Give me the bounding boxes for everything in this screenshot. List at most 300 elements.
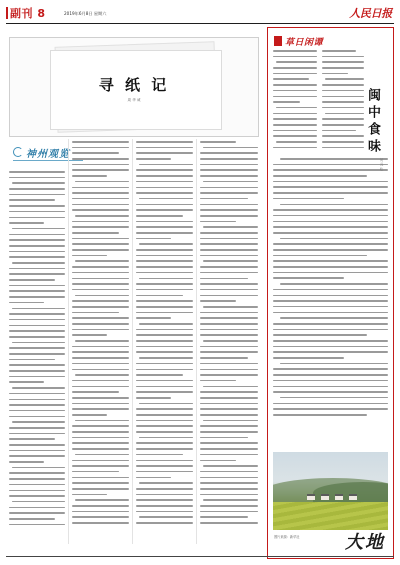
text-line <box>273 277 344 279</box>
photo-field <box>273 502 388 530</box>
text-line <box>72 334 107 336</box>
text-line <box>72 300 129 302</box>
text-line <box>139 482 193 484</box>
text-line <box>200 425 258 427</box>
column-divider <box>196 139 197 544</box>
text-line <box>136 260 193 262</box>
text-line <box>12 421 65 423</box>
text-line <box>136 386 193 388</box>
text-line <box>273 340 388 342</box>
text-line <box>273 351 388 353</box>
text-line <box>200 511 258 513</box>
text-line <box>72 346 129 348</box>
text-line <box>136 499 193 501</box>
text-line <box>200 522 258 524</box>
text-line <box>136 255 193 257</box>
text-line <box>200 414 258 416</box>
text-line <box>12 308 65 310</box>
text-line <box>72 460 129 462</box>
text-line <box>273 67 317 69</box>
text-line <box>9 302 44 304</box>
text-line <box>136 363 193 365</box>
text-line <box>280 397 388 399</box>
text-line <box>273 295 388 297</box>
right-text-column-2 <box>322 50 364 152</box>
text-line <box>273 329 388 331</box>
text-line <box>273 368 388 370</box>
text-line <box>136 505 193 507</box>
text-line <box>72 482 129 484</box>
text-line <box>72 357 129 359</box>
text-line <box>322 107 364 109</box>
text-line <box>9 177 65 179</box>
text-line <box>72 329 129 331</box>
text-line <box>322 96 364 98</box>
text-line <box>9 416 65 418</box>
text-line <box>273 374 388 376</box>
text-line <box>200 357 248 359</box>
text-line <box>72 306 129 308</box>
main-article-area <box>6 27 262 547</box>
text-line <box>72 187 129 189</box>
text-line <box>322 56 364 58</box>
text-line <box>9 381 44 383</box>
text-line <box>203 465 258 467</box>
text-line <box>136 312 193 314</box>
text-line <box>200 442 258 444</box>
text-column-1 <box>9 171 65 529</box>
text-line <box>12 501 65 503</box>
column-divider <box>132 139 133 544</box>
text-line <box>203 226 258 228</box>
text-line <box>75 499 129 501</box>
text-line <box>203 420 258 422</box>
text-line <box>276 107 317 109</box>
text-line <box>9 484 65 486</box>
text-line <box>9 188 65 190</box>
text-line <box>273 243 388 245</box>
text-line <box>72 488 129 490</box>
text-line <box>273 175 367 177</box>
text-line <box>200 278 248 280</box>
text-line <box>9 251 65 253</box>
text-line <box>200 312 258 314</box>
text-line <box>9 325 65 327</box>
text-line <box>136 175 193 177</box>
text-line <box>200 272 258 274</box>
text-line <box>9 217 65 219</box>
text-line <box>200 232 258 234</box>
text-line <box>200 204 258 206</box>
text-line <box>9 461 44 463</box>
text-line <box>136 425 193 427</box>
text-line <box>72 391 119 393</box>
text-line <box>136 141 193 143</box>
text-line <box>136 420 193 422</box>
text-line <box>273 226 388 228</box>
text-line <box>9 433 65 435</box>
text-line <box>72 477 129 479</box>
text-line <box>136 369 193 371</box>
text-line <box>139 516 193 518</box>
text-line <box>200 403 258 405</box>
text-line <box>12 182 65 184</box>
text-line <box>200 374 258 376</box>
text-line <box>72 278 129 280</box>
text-line <box>72 397 129 399</box>
text-line <box>136 448 193 450</box>
text-line <box>9 285 65 287</box>
text-line <box>72 386 129 388</box>
text-line <box>72 351 129 353</box>
photo-house <box>349 494 357 500</box>
text-line <box>136 215 183 217</box>
text-line <box>75 295 129 297</box>
text-line <box>200 192 258 194</box>
text-line <box>139 357 193 359</box>
text-line <box>200 363 258 365</box>
photo-house <box>307 494 315 500</box>
masthead <box>6 4 394 24</box>
text-line <box>9 490 65 492</box>
seal-icon <box>274 36 282 46</box>
text-line <box>200 477 258 479</box>
text-line <box>136 374 183 376</box>
text-line <box>75 215 129 217</box>
text-line <box>72 511 129 513</box>
text-line <box>200 158 258 160</box>
text-line <box>72 152 119 154</box>
text-line <box>200 323 258 325</box>
text-line <box>203 386 258 388</box>
text-line <box>200 437 248 439</box>
text-line <box>9 478 65 480</box>
text-line <box>9 279 55 281</box>
text-line <box>280 204 388 206</box>
text-line <box>9 364 65 366</box>
text-line <box>203 499 258 501</box>
right-article-title: 闽中食味 <box>365 88 380 156</box>
text-line <box>9 290 65 292</box>
photo-house <box>335 494 343 500</box>
column-tag-swirl-icon <box>13 147 23 157</box>
text-line <box>322 101 364 103</box>
text-line <box>200 448 258 450</box>
text-line <box>136 511 193 513</box>
text-line <box>136 380 193 382</box>
text-line <box>72 380 129 382</box>
text-line <box>72 192 129 194</box>
text-line <box>9 211 65 213</box>
text-line <box>273 306 388 308</box>
text-line <box>75 181 129 183</box>
right-column-head-label: 草日闲谭 <box>285 37 324 48</box>
text-line <box>9 268 65 270</box>
text-line <box>273 266 388 268</box>
text-line <box>9 472 65 474</box>
text-line <box>136 397 171 399</box>
text-column-4 <box>200 141 258 528</box>
text-line <box>72 209 129 211</box>
text-line <box>273 403 388 405</box>
text-line <box>9 495 65 497</box>
text-line <box>200 249 258 251</box>
text-line <box>72 175 107 177</box>
text-line <box>273 312 388 314</box>
text-line <box>9 256 65 258</box>
text-line <box>200 266 258 268</box>
article-title: 寻 纸 记 <box>98 76 170 94</box>
text-line <box>9 239 65 241</box>
text-line <box>9 347 65 349</box>
text-line <box>273 408 388 410</box>
text-line <box>136 442 193 444</box>
supplement-brand: 大地 <box>345 532 385 553</box>
text-line <box>72 437 129 439</box>
photo-hill <box>313 482 388 504</box>
text-line <box>72 289 129 291</box>
text-line <box>72 238 129 240</box>
text-line <box>9 393 65 395</box>
text-line <box>200 169 258 171</box>
text-line <box>273 380 388 382</box>
text-line <box>280 363 388 365</box>
column-tag-label: 神州观览 <box>26 148 70 160</box>
right-text-column-3 <box>273 158 388 420</box>
text-line <box>72 431 129 433</box>
text-line <box>200 198 248 200</box>
text-line <box>72 369 129 371</box>
text-line <box>72 312 119 314</box>
text-line <box>203 147 258 149</box>
text-line <box>325 78 364 80</box>
text-line <box>200 408 258 410</box>
text-line <box>136 317 171 319</box>
text-line <box>72 147 129 149</box>
text-line <box>72 465 129 467</box>
text-line <box>72 403 129 405</box>
photo-house <box>321 494 329 500</box>
text-line <box>136 522 193 524</box>
text-line <box>200 289 258 291</box>
text-line <box>200 334 258 336</box>
text-line <box>72 243 129 245</box>
text-line <box>9 222 44 224</box>
text-line <box>9 194 65 196</box>
page-label-text: 副刊 8 <box>10 7 46 20</box>
landscape-photo <box>273 452 388 530</box>
text-line <box>9 330 65 332</box>
text-line <box>136 147 193 149</box>
text-line <box>200 317 258 319</box>
text-line <box>9 399 65 401</box>
text-line <box>273 169 388 171</box>
text-line <box>136 238 171 240</box>
text-line <box>273 334 367 336</box>
text-line <box>136 152 193 154</box>
text-line <box>72 141 129 143</box>
text-line <box>322 90 364 92</box>
text-line <box>273 118 317 120</box>
text-line <box>203 260 258 262</box>
right-title-wrap <box>363 88 385 156</box>
text-line <box>273 135 317 137</box>
text-line <box>72 232 119 234</box>
text-line <box>200 516 248 518</box>
text-line <box>200 152 258 154</box>
text-line <box>136 192 193 194</box>
text-line <box>273 186 388 188</box>
text-line <box>9 234 65 236</box>
column-divider <box>68 139 69 544</box>
text-line <box>273 192 388 194</box>
text-line <box>273 289 388 291</box>
text-line <box>9 376 65 378</box>
text-line <box>136 181 193 183</box>
text-line <box>200 175 258 177</box>
issue-date: 2019年6月8日 星期六 <box>64 11 107 16</box>
text-line <box>136 454 183 456</box>
text-line <box>136 266 193 268</box>
text-line <box>72 266 129 268</box>
text-line <box>273 56 317 58</box>
text-line <box>200 431 258 433</box>
text-line <box>322 124 364 126</box>
text-line <box>273 215 388 217</box>
text-line <box>12 262 65 264</box>
article-header-card <box>9 37 259 137</box>
text-line <box>273 300 388 302</box>
text-line <box>273 346 388 348</box>
text-line <box>273 391 388 393</box>
text-line <box>203 306 258 308</box>
text-line <box>322 50 356 52</box>
text-line <box>200 391 258 393</box>
text-line <box>200 397 258 399</box>
text-line <box>72 169 129 171</box>
text-line <box>273 198 344 200</box>
text-line <box>136 187 193 189</box>
text-line <box>9 245 65 247</box>
text-line <box>200 215 258 217</box>
text-line <box>72 494 107 496</box>
text-line <box>9 205 65 207</box>
text-line <box>72 272 129 274</box>
text-line <box>136 204 193 206</box>
text-line <box>273 357 344 359</box>
page-label <box>6 6 45 20</box>
text-line <box>72 283 129 285</box>
text-line <box>136 431 193 433</box>
text-line <box>9 444 65 446</box>
text-line <box>72 363 129 365</box>
text-line <box>136 283 193 285</box>
text-line <box>139 164 193 166</box>
text-line <box>273 113 317 115</box>
text-line <box>139 403 193 405</box>
text-line <box>9 438 55 440</box>
text-line <box>280 158 388 160</box>
text-line <box>273 147 317 149</box>
text-line <box>9 296 65 298</box>
text-line <box>200 460 236 462</box>
text-line <box>273 249 388 251</box>
text-line <box>9 427 65 429</box>
text-line <box>136 477 171 479</box>
text-line <box>200 221 236 223</box>
text-line <box>273 260 388 262</box>
text-line <box>9 199 55 201</box>
text-line <box>322 84 364 86</box>
text-line <box>322 130 356 132</box>
text-line <box>200 351 258 353</box>
text-line <box>200 295 258 297</box>
text-line <box>200 243 258 245</box>
right-feature-column <box>267 27 394 559</box>
text-line <box>200 209 258 211</box>
text-line <box>136 295 183 297</box>
text-line <box>72 323 129 325</box>
text-line <box>200 494 258 496</box>
text-line <box>136 334 193 336</box>
right-text-column-1 <box>273 50 317 152</box>
text-line <box>273 101 300 103</box>
text-line <box>325 113 364 115</box>
text-line <box>72 522 129 524</box>
text-line <box>75 340 129 342</box>
text-line <box>12 467 65 469</box>
text-line <box>9 353 65 355</box>
text-line <box>200 346 258 348</box>
text-line <box>136 351 193 353</box>
text-line <box>322 73 348 75</box>
text-line <box>136 460 193 462</box>
text-line <box>200 141 236 143</box>
text-line <box>9 507 65 509</box>
text-line <box>9 336 65 338</box>
text-line <box>136 272 193 274</box>
text-line <box>200 187 258 189</box>
text-line <box>273 130 317 132</box>
text-line <box>136 488 193 490</box>
text-column-3 <box>136 141 193 528</box>
text-line <box>72 471 119 473</box>
article-author: 周 华 诚 <box>127 98 141 102</box>
text-line <box>72 414 107 416</box>
text-line <box>9 455 65 457</box>
text-line <box>200 380 236 382</box>
right-article-author: 何 况 吃 <box>380 158 384 171</box>
text-line <box>9 512 65 514</box>
text-line <box>72 505 129 507</box>
text-line <box>9 313 65 315</box>
text-line <box>136 169 193 171</box>
text-line <box>322 61 364 63</box>
text-line <box>75 454 129 456</box>
text-line <box>273 386 388 388</box>
text-line <box>200 255 258 257</box>
text-line <box>322 147 364 149</box>
text-line <box>136 209 193 211</box>
text-line <box>75 260 129 262</box>
text-line <box>273 272 388 274</box>
text-line <box>280 317 388 319</box>
text-line <box>9 518 55 520</box>
text-line <box>280 283 388 285</box>
text-line <box>72 249 129 251</box>
text-line <box>72 226 129 228</box>
text-line <box>273 96 317 98</box>
